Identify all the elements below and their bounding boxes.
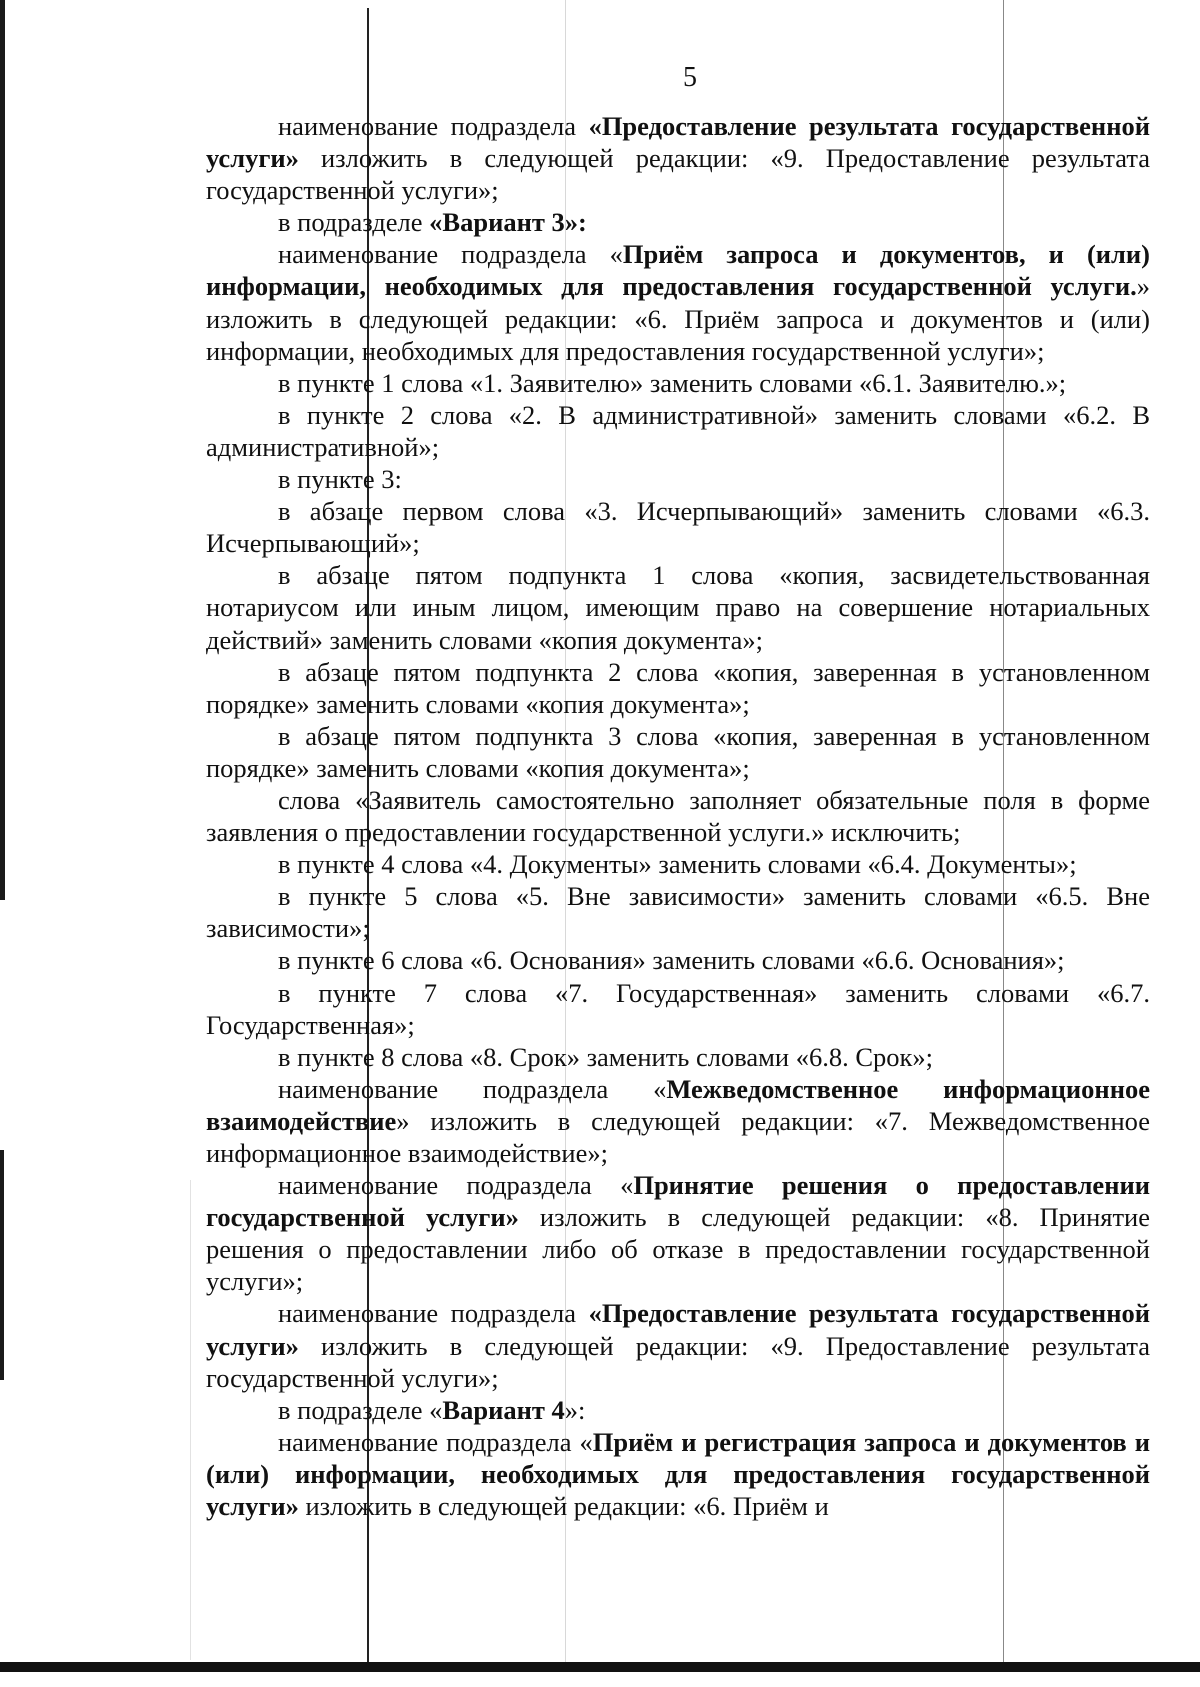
text-run: в абзаце первом слова «3. Исчерпывающий» заменить словами «6.3. Исчерпывающий»;	[206, 496, 1150, 559]
bold-text-run: «Предоставление результата государственной услуги»	[206, 111, 1150, 174]
bold-text-run: «Вариант 3»:	[429, 207, 587, 238]
text-run: в пункте 7 слова «7. Государственная» заменить словами «6.7. Государственная»;	[206, 977, 1150, 1040]
text-run: изложить в следующей редакции: «8. Принятие решения о предоставлении либо об отказе в предоставлении государственной услуги»;	[206, 1202, 1150, 1297]
text-run: в пункте 6 слова «6. Основания» заменить словами «6.6. Основания»;	[278, 945, 1065, 976]
paragraph-p1	[206, 110, 1150, 206]
text-run: наименование подраздела «	[278, 239, 623, 270]
paragraph-p8	[206, 559, 1150, 655]
text-run: в абзаце пятом подпункта 3 слова «копия, заверенная в установленном порядке» заменить словами «копия документа»;	[206, 720, 1150, 783]
scan-edge-bottom	[0, 1662, 1200, 1672]
paragraph-p14	[206, 944, 1150, 976]
paragraph-p13	[206, 880, 1150, 944]
paragraph-p15	[206, 977, 1150, 1041]
text-run: в пункте 3:	[278, 464, 402, 495]
bold-text-run: Приём и регистрация запроса и документов и (или) информации, необходимых для предоставления государственной услуги»	[206, 1426, 1150, 1522]
text-run: в подразделе «	[278, 1394, 443, 1425]
text-run: слова «Заявитель самостоятельно заполняет обязательные поля в форме заявления о предоставлении государственной услуги.» исключить;	[206, 784, 1150, 848]
scan-edge-left	[0, 0, 5, 900]
paragraph-p21	[206, 1426, 1150, 1522]
paragraph-p12	[206, 848, 1150, 880]
text-run: в пункте 8 слова «8. Срок» заменить словами «6.8. Срок»;	[278, 1041, 934, 1072]
text-run: в пункте 1 слова «1. Заявителю» заменить словами «6.1. Заявителю.»;	[278, 367, 1067, 398]
bold-text-run: Межведомственное информационное взаимодействие	[206, 1073, 1150, 1136]
text-run: » изложить в следующей редакции: «6. Приём запроса и документов и (или) информации, необходимых для предоставления государственной услуги»;	[206, 271, 1150, 366]
page-number: 5	[683, 62, 697, 93]
text-run: в пункте 5 слова «5. Вне зависимости» заменить словами «6.5. Вне зависимости»;	[206, 881, 1150, 944]
text-run: » изложить в следующей редакции: «7. Межведомственное информационное взаимодействие»;	[206, 1105, 1150, 1168]
paragraph-p16	[206, 1041, 1150, 1073]
paragraph-p5	[206, 399, 1150, 463]
document-body	[206, 110, 1150, 1522]
paragraph-p6	[206, 463, 1150, 495]
text-run: в пункте 4 слова «4. Документы» заменить словами «6.4. Документы»;	[278, 849, 1077, 880]
text-run: наименование подраздела «	[278, 1073, 667, 1104]
text-run: наименование подраздела «	[278, 1170, 634, 1201]
paragraph-p4	[206, 367, 1150, 399]
paragraph-p10	[206, 720, 1150, 784]
text-run: изложить в следующей редакции: «9. Предоставление результата государственной услуги»;	[206, 143, 1150, 206]
scan-edge-left-lower	[0, 1150, 4, 1380]
paragraph-p7	[206, 495, 1150, 559]
text-run: наименование подраздела	[278, 111, 589, 141]
scan-fold-line-faint-left	[190, 1180, 191, 1660]
bold-text-run: Принятие решения о предоставлении государственной услуги»	[206, 1170, 1150, 1233]
bold-text-run: Приём запроса и документов, и (или) информации, необходимых для предоставления государственной услуги.	[206, 239, 1150, 302]
text-run: наименование подраздела «	[278, 1426, 593, 1457]
text-run: »:	[564, 1394, 586, 1425]
text-run: в подразделе	[278, 207, 430, 238]
paragraph-p11	[206, 784, 1150, 848]
paragraph-p17	[206, 1073, 1150, 1169]
paragraph-p2	[206, 206, 1150, 238]
paragraph-p9	[206, 656, 1150, 720]
bold-text-run: «Предоставление результата государственной услуги»	[206, 1298, 1150, 1361]
bold-text-run: Вариант 4	[442, 1394, 565, 1425]
paragraph-p3	[206, 238, 1150, 366]
text-run: изложить в следующей редакции: «6. Приём и	[298, 1491, 829, 1522]
text-run: наименование подраздела	[278, 1298, 589, 1329]
text-run: в пункте 2 слова «2. В административной» заменить словами «6.2. В административной»;	[206, 399, 1150, 462]
text-run: изложить в следующей редакции: «9. Предоставление результата государственной услуги»;	[206, 1330, 1150, 1393]
paragraph-p20	[206, 1394, 1150, 1426]
paragraph-p18	[206, 1169, 1150, 1297]
text-run: в абзаце пятом подпункта 1 слова «копия, засвидетельствованная нотариусом или иным лицом, имеющим право на совершение нотариальных действий» заменить словами «копия документа»;	[206, 560, 1150, 655]
paragraph-p19	[206, 1297, 1150, 1393]
text-run: в абзаце пятом подпункта 2 слова «копия, заверенная в установленном порядке» заменить словами «копия документа»;	[206, 656, 1150, 719]
